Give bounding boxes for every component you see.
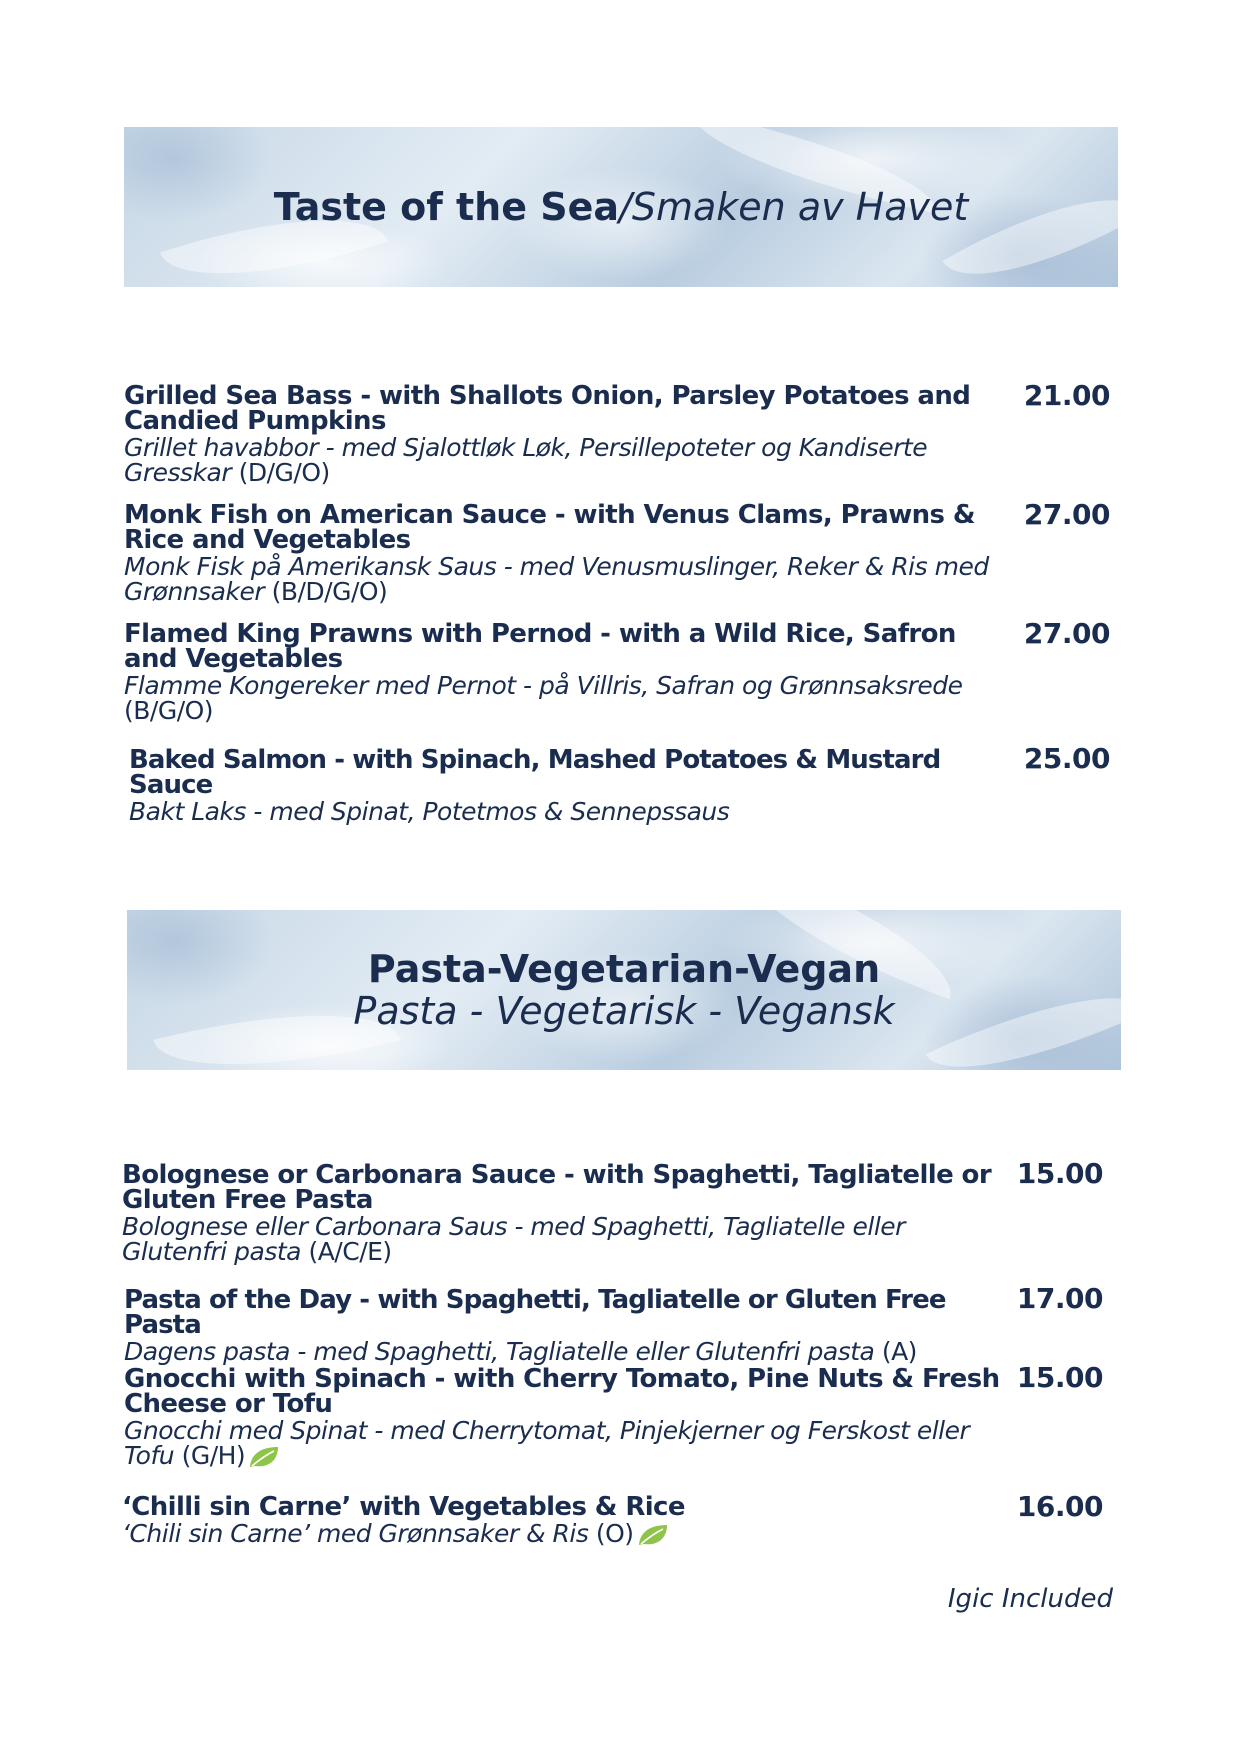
dish-name-norwegian: Flamme Kongereker med Pernot - på Villris, Safran og Grønnsaksrede (B/G/O): [124, 671, 963, 725]
dish-name-norwegian: Bakt Laks - med Spinat, Potetmos & Sennepssaus: [129, 797, 730, 826]
dish-name-norwegian: Gnocchi med Spinat - med Cherrytomat, Pinjekjerner og Ferskost eller Tofu (G/H): [124, 1416, 970, 1470]
section-title-separator: /: [619, 185, 632, 229]
section-title-norwegian: Smaken av Havet: [631, 185, 969, 229]
menu-item: [124, 1285, 1014, 1366]
menu-item: [124, 500, 1014, 606]
dish-price: 16.00: [1016, 1490, 1103, 1523]
dish-price: 27.00: [1023, 617, 1110, 650]
allergen-codes: (B/D/G/O): [271, 577, 388, 606]
allergen-codes: (D/G/O): [238, 458, 330, 487]
dish-name-english: Flamed King Prawns with Pernod - with a Wild Rice, Safron and Vegetables: [124, 619, 956, 674]
menu-item: [124, 381, 1014, 487]
section-title-english: Taste of the Sea: [273, 185, 620, 229]
section-title-english: Pasta-Vegetarian-Vegan: [367, 947, 881, 991]
dish-name-english: Grilled Sea Bass - with Shallots Onion, Parsley Potatoes and Candied Pumpkins: [124, 381, 971, 436]
section-title-norwegian: Pasta - Vegetarisk - Vegansk: [353, 989, 895, 1033]
dish-name-english: ‘Chilli sin Carne’ with Vegetables & Rice: [122, 1492, 685, 1522]
allergen-codes: (B/G/O): [124, 696, 214, 725]
vegan-leaf-icon: [636, 1522, 670, 1548]
dish-price: 15.00: [1016, 1157, 1103, 1190]
dish-name-english: Bolognese or Carbonara Sauce - with Spaghetti, Tagliatelle or Gluten Free Pasta: [122, 1160, 992, 1215]
vegan-leaf-icon: [247, 1444, 281, 1470]
dish-name-norwegian: Grillet havabbor - med Sjalottløk Løk, Persillepoteter og Kandiserte Gresskar (D/G/O): [124, 433, 928, 487]
allergen-codes: (O): [595, 1519, 634, 1548]
dish-price: 25.00: [1023, 742, 1110, 775]
dish-name-norwegian: Dagens pasta - med Spaghetti, Tagliatelle eller Glutenfri pasta (A): [124, 1337, 917, 1366]
tax-footnote: Igic Included: [947, 1584, 1113, 1614]
dish-name-english: Gnocchi with Spinach - with Cherry Tomato, Pine Nuts & Fresh Cheese or Tofu: [124, 1364, 1000, 1419]
menu-item: [124, 1364, 1014, 1470]
dish-price: 21.00: [1023, 379, 1110, 412]
menu-item: [122, 1160, 1012, 1266]
section-banner-pasta: [127, 910, 1121, 1070]
dish-name-english: Monk Fish on American Sauce - with Venus Clams, Prawns & Rice and Vegetables: [124, 500, 975, 555]
menu-item: [124, 619, 1014, 725]
allergen-codes: (G/H): [181, 1441, 246, 1470]
allergen-codes: (A): [881, 1337, 917, 1366]
allergen-codes: (A/C/E): [308, 1237, 392, 1266]
menu-item: [122, 1492, 1012, 1548]
dish-name-norwegian: Monk Fisk på Amerikansk Saus - med Venusmuslinger, Reker & Ris med Grønnsaker (B/D/G/O): [124, 552, 989, 606]
dish-name-english: Baked Salmon - with Spinach, Mashed Potatoes & Mustard Sauce: [129, 745, 941, 800]
dish-name-english: Pasta of the Day - with Spaghetti, Tagliatelle or Gluten Free Pasta: [124, 1285, 946, 1340]
dish-price: 27.00: [1023, 498, 1110, 531]
dish-name-norwegian: Bolognese eller Carbonara Saus - med Spaghetti, Tagliatelle eller Glutenfri pasta (A/C/E): [122, 1212, 905, 1266]
menu-item: [129, 745, 1009, 826]
section-banner-sea: [124, 127, 1118, 287]
dish-price: 15.00: [1016, 1361, 1103, 1394]
dish-name-norwegian: ‘Chili sin Carne’ med Grønnsaker & Ris (O): [122, 1521, 1012, 1548]
section-title: [274, 185, 969, 229]
dish-price: 17.00: [1016, 1282, 1103, 1315]
